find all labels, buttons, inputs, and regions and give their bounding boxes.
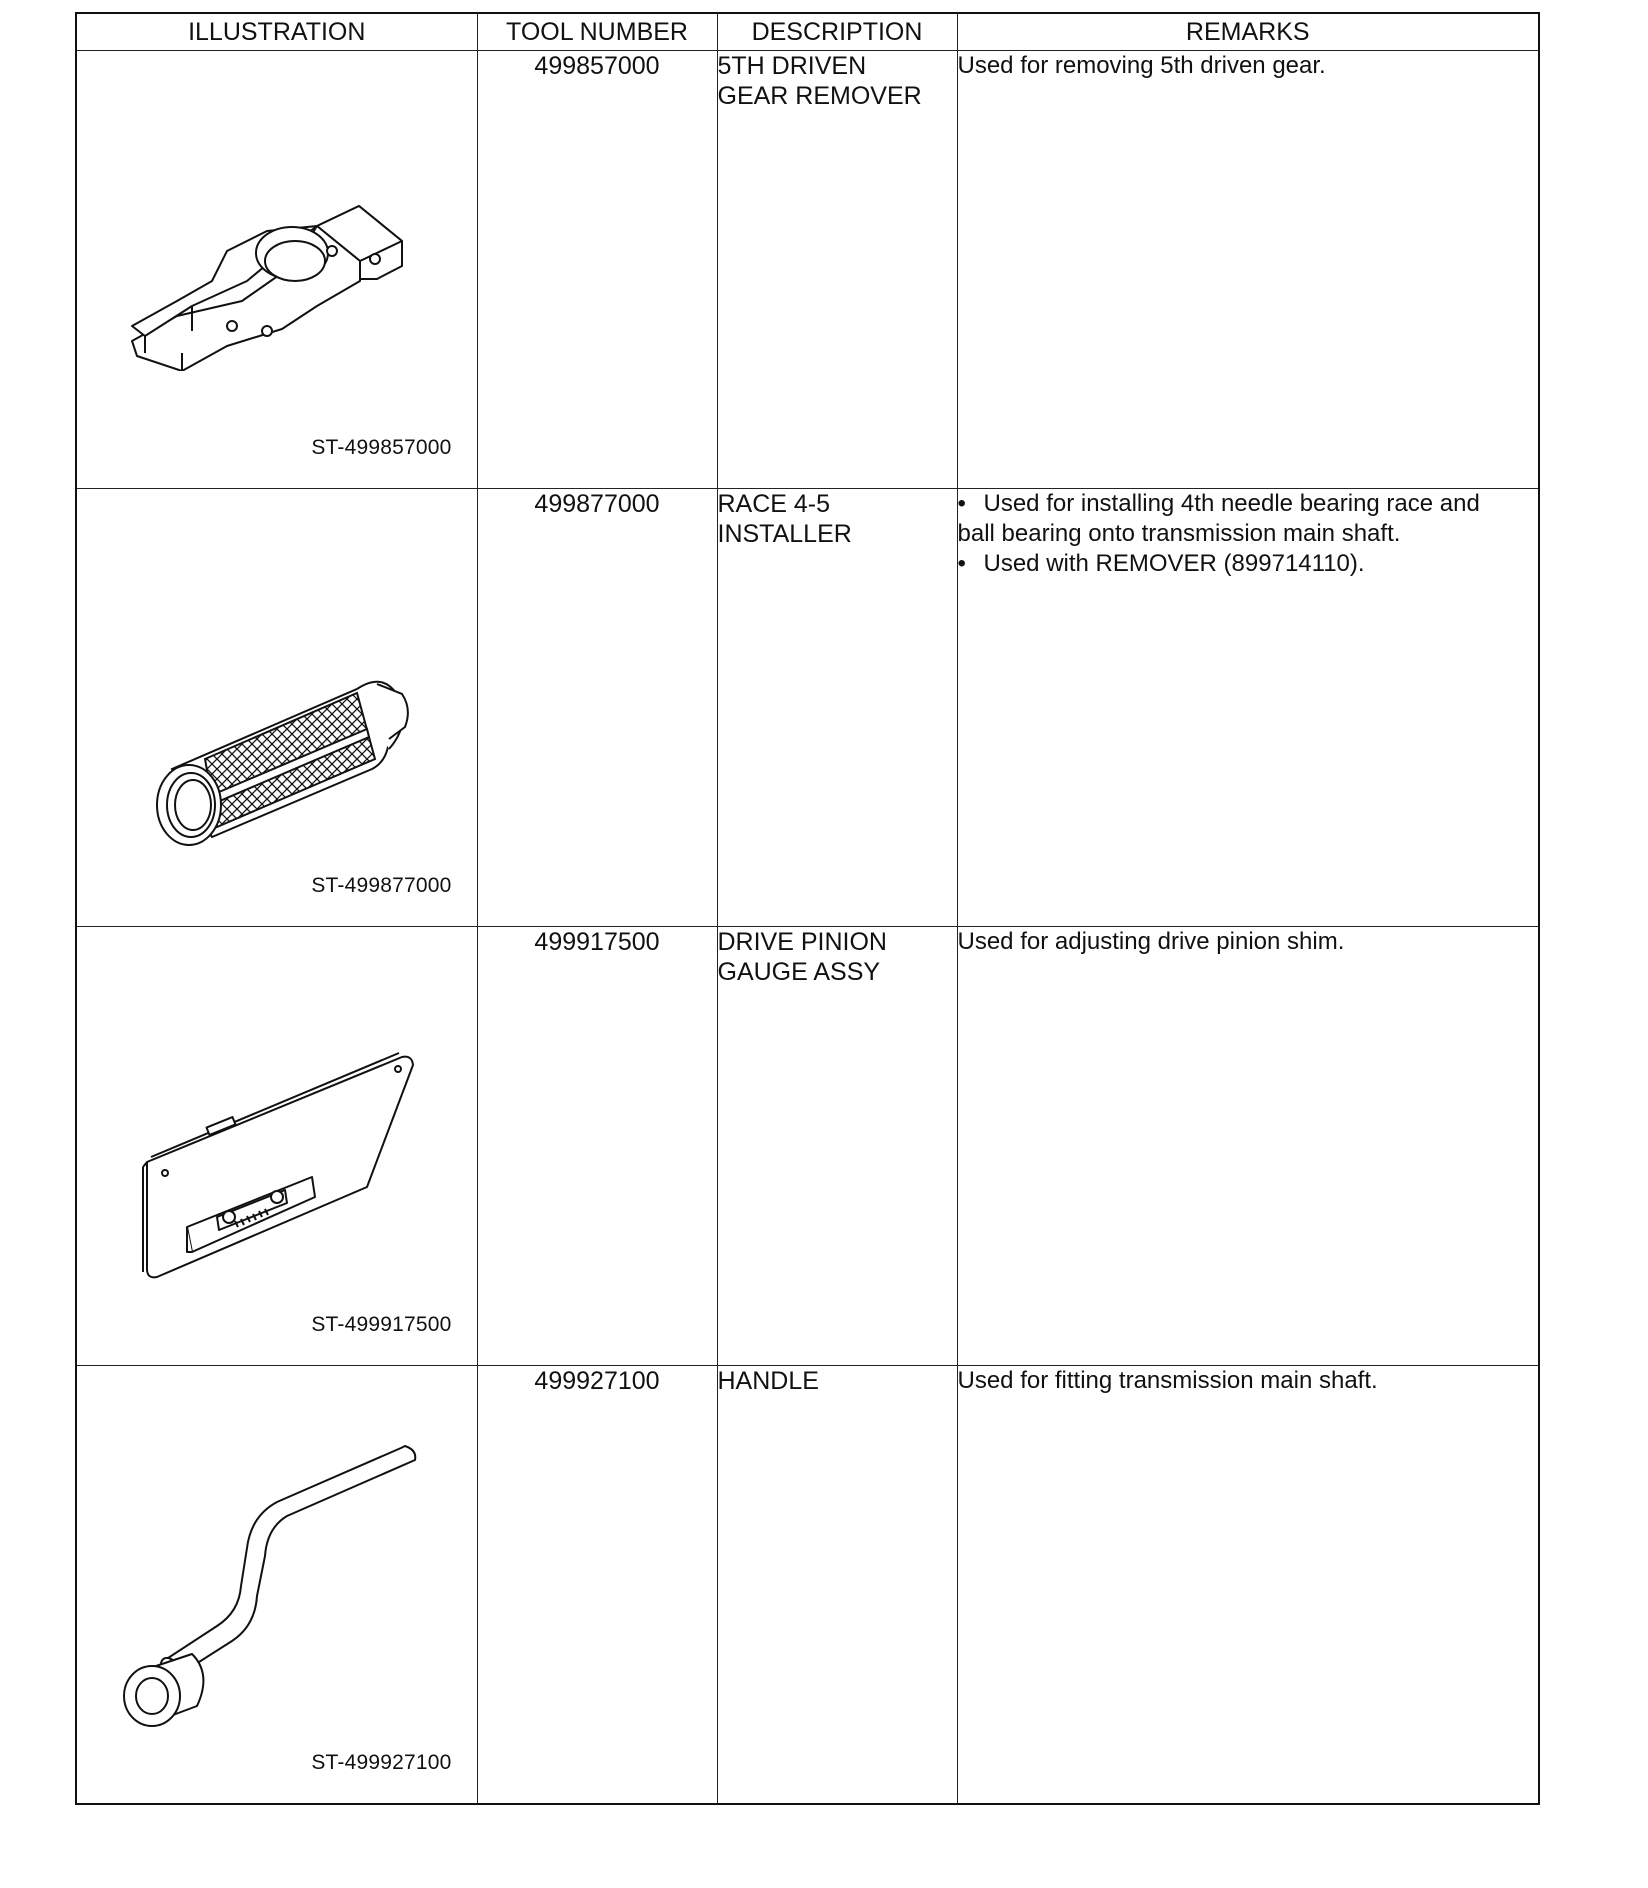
handle-icon [117,1436,437,1736]
illustration-cell [77,1365,477,1803]
tool-description [717,51,957,489]
description-line: 5TH DRIVEN [717,52,867,81]
remark-item [958,489,1539,519]
remark-text: ball bearing onto transmission main shaft. [957,520,1401,548]
remark-text: Used for adjusting drive pinion shim. [957,928,1345,956]
special-tools-table [75,12,1540,1805]
description-line: RACE 4-5 [717,490,831,519]
bullet-icon: • [957,550,966,578]
illustration-cell [77,489,477,927]
remark-list [958,489,1539,579]
gear-remover-icon [117,131,437,371]
illustration-code: ST-499857000 [311,436,452,460]
tool-remarks [957,927,1538,1365]
bullet-icon: • [957,490,966,518]
tool-remarks [957,489,1538,927]
remark-text: Used with REMOVER (899714110). [983,550,1365,578]
table-row [77,489,1538,927]
header-remarks: REMARKS [957,14,1538,51]
header-tool-number: TOOL NUMBER [477,14,717,51]
illustration-cell [77,927,477,1365]
remark-text: Used for installing 4th needle bearing race and [983,490,1480,518]
description-line: GEAR REMOVER [717,82,922,111]
tool-remarks [957,1365,1538,1803]
header-description: DESCRIPTION [717,14,957,51]
tools-table [77,14,1538,1803]
tool-number: 499877000 [477,489,717,927]
tool-description [717,1365,957,1803]
tool-description [717,489,957,927]
illustration-cell [77,51,477,489]
tool-description [717,927,957,1365]
tool-number: 499917500 [477,927,717,1365]
remark-text: Used for removing 5th driven gear. [957,52,1326,80]
description-line: INSTALLER [717,520,852,549]
table-row [77,51,1538,489]
remark-item [958,549,1539,579]
description-line: HANDLE [717,1366,819,1395]
description-line: GAUGE ASSY [717,958,881,987]
header-row [77,14,1538,51]
pinion-gauge-icon [117,1017,437,1297]
illustration-code: ST-499927100 [311,1751,452,1774]
illustration-code: ST-499917500 [311,1312,452,1336]
tool-remarks [957,51,1538,489]
remark-text: Used for fitting transmission main shaft. [957,1366,1378,1394]
tool-number: 499857000 [477,51,717,489]
header-illustration: ILLUSTRATION [77,14,477,51]
table-row [77,1365,1538,1803]
description-line: DRIVE PINION [717,928,887,957]
table-row [77,927,1538,1365]
remark-item-continuation [958,519,1539,549]
tool-number: 499927100 [477,1365,717,1803]
illustration-code: ST-499877000 [311,874,452,898]
race-installer-icon [117,609,437,849]
